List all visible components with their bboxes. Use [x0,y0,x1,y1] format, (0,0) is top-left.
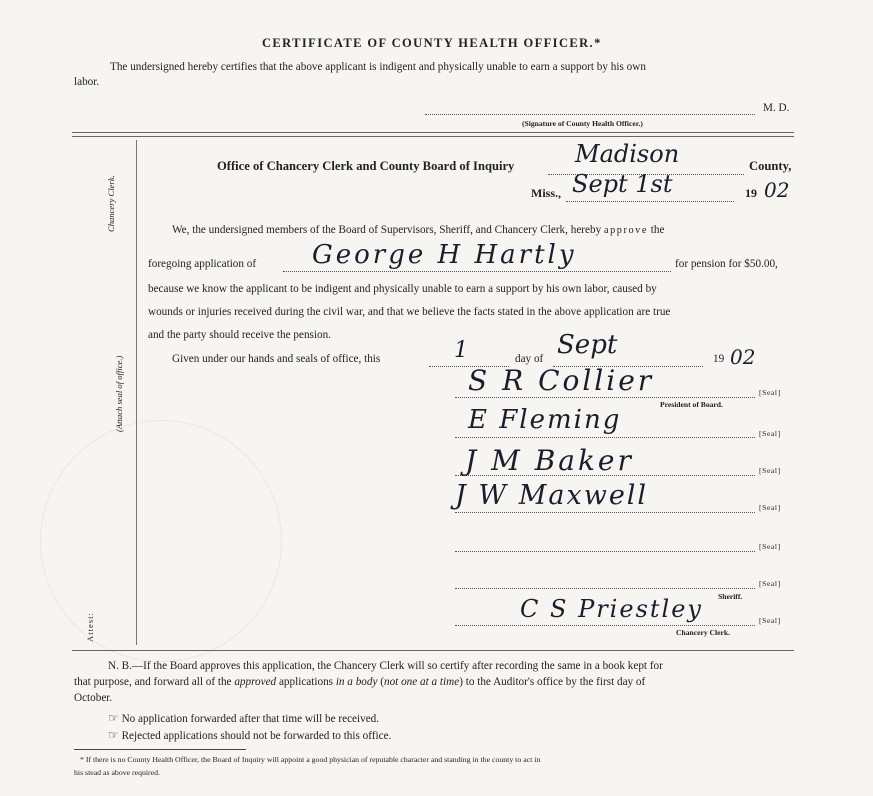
signature-caption: (Signature of County Health Officer.) [522,119,643,128]
role-sheriff: Sheriff. [718,592,743,601]
signature-4-handwritten: J W Maxwell [455,480,649,511]
county-label: County, [749,159,792,173]
seal-6: [Seal] [759,579,781,588]
md-label: M. D. [763,102,790,114]
top-divider-2 [72,136,794,137]
approval-line2-b: for pension for $50.00, [675,258,778,270]
signature-1-handwritten: S R Collier [468,364,655,397]
applicant-name-line [283,271,671,272]
seal-7: [Seal] [759,616,781,625]
footnote-line1: * If there is no County Health Officer, the Board of Inquiry will appoint a good physician of reputable character and standing in the county to act in [80,755,541,764]
role-chancery-clerk: Chancery Clerk. [676,628,730,637]
given-text: Given under our hands and seals of office, this [172,353,381,365]
seal-1: [Seal] [759,388,781,397]
nb-line3: October. [74,692,113,704]
day-handwritten: 1 [454,338,468,363]
bullet-2: ☞ Rejected applications should not be forwarded to this office. [108,728,392,742]
county-handwritten: Madison [575,140,680,168]
nb-line1: N. B.—If the Board approves this application, the Chancery Clerk will so certify after recording the same in a book kept for [108,660,663,672]
signature-7-handwritten: C S Priestley [520,595,703,623]
signature-line-4 [455,512,755,513]
approval-line2-a: foregoing application of [148,258,257,270]
signature-2-handwritten: E Fleming [468,405,622,435]
health-officer-signature-line [425,114,755,115]
miss-label: Miss., [531,186,561,200]
approval-line5: and the party should receive the pension. [148,329,331,341]
seal-5: [Seal] [759,542,781,551]
approval-line3: because we know the applicant to be indigent and physically unable to earn a support by his own labor, caused by [148,283,657,295]
approval-line4: wounds or injuries received during the civil war, and that we believe the facts stated in the above application are true [148,306,671,318]
given-year-handwritten: 02 [730,345,756,369]
top-divider [72,132,794,133]
bullet-1: ☞ No application forwarded after that time will be received. [108,711,380,725]
health-officer-title: CERTIFICATE OF COUNTY HEALTH OFFICER.* [262,36,602,50]
signature-line-6 [455,588,755,589]
margin-rule [136,140,137,645]
margin-chancery-clerk: Chancery Clerk. [106,175,116,232]
bottom-divider [72,650,794,651]
date-line [566,201,734,202]
health-officer-body-line1: The undersigned hereby certifies that the above applicant is indigent and physically unable to earn a support by his own [110,61,646,73]
signature-line-7 [455,625,755,626]
applicant-name-handwritten: George H Hartly [312,240,577,270]
margin-attest: Attest: [85,612,95,642]
signature-3-handwritten: J M Baker [465,444,634,477]
seal-3: [Seal] [759,466,781,475]
date-handwritten: Sept 1st [572,170,673,198]
footnote-line2: his stead as above required. [74,768,160,777]
signature-line-1 [455,397,755,398]
health-officer-body-line2: labor. [74,76,100,88]
seal-4: [Seal] [759,503,781,512]
pointing-hand-icon: ☞ [108,711,119,725]
office-year-prefix: 19 [745,186,757,200]
month-handwritten: Sept [557,330,618,360]
seal-2: [Seal] [759,429,781,438]
approval-line1: We, the undersigned members of the Board of Supervisors, Sheriff, and Chancery Clerk, hereby approve the [172,224,665,236]
signature-line-5 [455,551,755,552]
role-president: President of Board. [660,400,723,409]
faint-seal-stamp [40,420,282,662]
signature-line-2 [455,437,755,438]
office-heading: Office of Chancery Clerk and County Board of Inquiry [217,159,515,173]
day-of-label: day of [515,353,544,365]
office-year-handwritten: 02 [764,178,790,202]
margin-attach-seal: (Attach seal of office.) [114,355,124,432]
footnote-rule [74,749,246,750]
given-year-prefix: 19 [713,353,725,365]
pointing-hand-icon: ☞ [108,728,119,742]
nb-line2: that purpose, and forward all of the approved applications in a body (not one at a time) to the Auditor's office by the first day of [74,676,646,688]
